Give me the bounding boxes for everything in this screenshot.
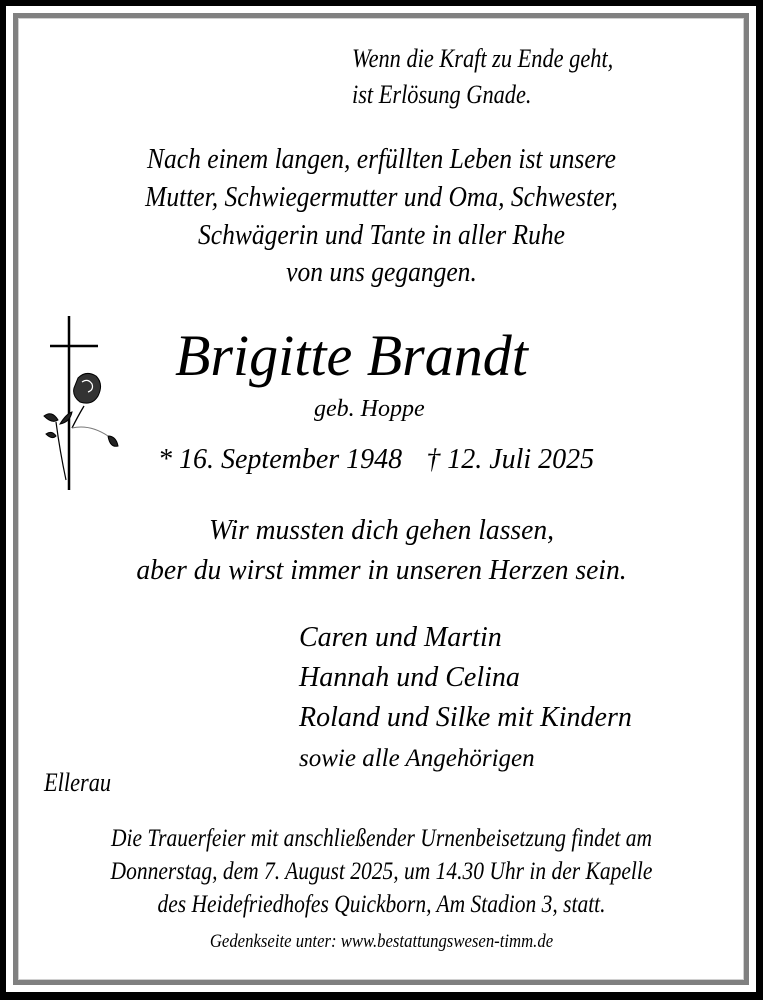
verse-line-1: Wir mussten dich gehen lassen, [208,514,555,546]
birth-date: * 16. September 1948 [158,444,403,475]
mourner-3: Roland und Silke mit Kindern [299,702,632,733]
mourner-1: Caren und Martin [299,622,502,653]
service-line-3: des Heidefriedhofes Quickborn, Am Stadion 3, statt. [157,891,606,918]
place: Ellerau [44,768,112,797]
life-dates [158,446,594,474]
death-date: † 12. Juli 2025 [426,444,595,475]
intro-line-1: Nach einem langen, erfüllten Leben ist unsere [147,143,616,175]
intro-line-2: Mutter, Schwiegermutter und Oma, Schwester, [145,181,618,213]
intro-line-4: von uns gegangen. [286,256,477,288]
deceased-name: Brigitte Brandt [175,323,528,388]
maiden-name: geb. Hoppe [314,396,425,422]
cross-rose-icon [38,312,122,492]
motto-line-1: Wenn die Kraft zu Ende geht, [352,44,614,73]
mourner-2: Hannah und Celina [299,662,520,693]
mourner-4: sowie alle Angehörigen [299,745,535,772]
verse-line-2: aber du wirst immer in unseren Herzen sein. [136,554,627,586]
motto-line-2: ist Erlösung Gnade. [352,80,532,109]
memorial-page-link[interactable]: Gedenkseite unter: www.bestattungswesen-timm.de [209,931,554,952]
service-line-1: Die Trauerfeier mit anschließender Urnenbeisetzung findet am [110,825,652,852]
service-line-2: Donnerstag, dem 7. August 2025, um 14.30 Uhr in der Kapelle [110,858,653,885]
intro-line-3: Schwägerin und Tante in aller Ruhe [198,219,565,251]
